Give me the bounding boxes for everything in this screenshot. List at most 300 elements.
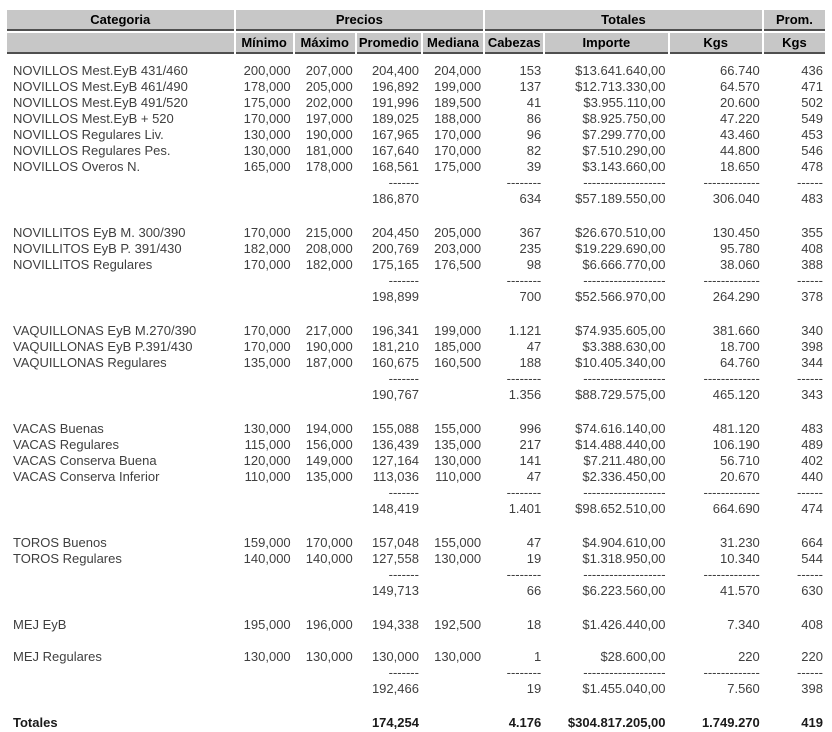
cabezas-cell: 47 (526, 340, 542, 354)
categoria-cell (7, 666, 234, 680)
cabezas-cell: 39 (526, 160, 542, 174)
categoria-cell: TOROS Buenos (13, 536, 107, 550)
spacer-row (7, 404, 825, 420)
minimo-cell: 130,000 (243, 144, 291, 158)
subtotal-row (7, 502, 825, 516)
promedio-cell: 196,892 (371, 80, 419, 94)
maximo-cell: 178,000 (305, 160, 353, 174)
cabezas-cell: -------- (506, 666, 542, 680)
maximo-cell (295, 176, 355, 190)
cabezas-cell: 217 (519, 438, 542, 452)
prom-kgs-cell: 483 (801, 422, 823, 436)
subtotal-row (7, 290, 825, 304)
promedio-cell: 204,450 (371, 226, 419, 240)
prom-kgs-cell: 453 (801, 128, 823, 142)
minimo-cell: 110,000 (244, 470, 291, 484)
cabezas-cell: -------- (506, 274, 542, 288)
minimo-cell (236, 568, 293, 582)
mediana-cell: 130,000 (434, 650, 482, 664)
kgs-cell: 47.220 (720, 112, 760, 126)
header-prom: Prom. (764, 10, 825, 31)
spacer-cell (7, 600, 825, 616)
maximo-cell: 205,000 (305, 80, 353, 94)
maximo-cell (295, 584, 355, 598)
importe-cell: ------------------- (583, 274, 666, 288)
mediana-cell: 170,000 (434, 128, 482, 142)
maximo-cell (295, 290, 355, 304)
maximo-cell (295, 716, 355, 730)
promedio-cell: 191,996 (371, 96, 419, 110)
kgs-cell: ------------- (703, 274, 760, 288)
cabezas-cell: 996 (519, 422, 542, 436)
maximo-cell: 190,000 (305, 128, 353, 142)
mediana-cell: 170,000 (434, 144, 482, 158)
table-row (7, 96, 825, 110)
categoria-cell (7, 584, 234, 598)
prom-kgs-cell: ------ (797, 372, 823, 386)
minimo-cell: 200,000 (243, 64, 291, 78)
categoria-cell (7, 274, 234, 288)
prom-kgs-cell: 402 (801, 454, 823, 468)
maximo-cell: 202,000 (305, 96, 353, 110)
maximo-cell (295, 192, 355, 206)
minimo-cell: 130,000 (243, 422, 291, 436)
importe-cell: $52.566.970,00 (575, 290, 666, 304)
cabezas-cell: 86 (526, 112, 542, 126)
promedio-cell: 157,048 (371, 536, 419, 550)
minimo-cell (236, 486, 293, 500)
promedio-cell: 198,899 (371, 290, 419, 304)
grand-total-row (7, 716, 825, 730)
minimo-cell: 130,000 (243, 650, 291, 664)
spacer-row (7, 600, 825, 616)
subtotal-row (7, 388, 825, 402)
minimo-cell (236, 290, 293, 304)
importe-cell: $7.299.770,00 (582, 128, 666, 142)
cabezas-cell: 153 (519, 64, 542, 78)
minimo-cell (236, 584, 293, 598)
kgs-cell: 7.560 (727, 682, 760, 696)
kgs-cell: 20.600 (720, 96, 760, 110)
spacer-cell (7, 56, 825, 62)
importe-cell: $8.925.750,00 (582, 112, 666, 126)
importe-cell: $304.817.205,00 (567, 716, 666, 730)
maximo-cell: 217,000 (305, 324, 353, 338)
minimo-cell: 135,000 (243, 356, 291, 370)
maximo-cell (295, 666, 355, 680)
kgs-cell: 64.570 (720, 80, 760, 94)
categoria-cell: NOVILLITOS EyB P. 391/430 (13, 242, 182, 256)
maximo-cell: 208,000 (305, 242, 353, 256)
mediana-cell (423, 584, 483, 598)
kgs-cell: 38.060 (720, 258, 760, 272)
table-row (7, 618, 825, 632)
maximo-cell: 197,000 (305, 112, 353, 126)
table-row (7, 536, 825, 550)
minimo-cell: 165,000 (243, 160, 291, 174)
importe-cell: $19.229.690,00 (575, 242, 666, 256)
promedio-cell: 149,713 (371, 584, 419, 598)
promedio-cell: 186,870 (371, 192, 419, 206)
cabezas-cell: 98 (526, 258, 542, 272)
categoria-cell: NOVILLOS Regulares Pes. (13, 144, 171, 158)
mediana-cell: 155,000 (434, 422, 482, 436)
cabezas-cell: 82 (526, 144, 542, 158)
importe-cell: ------------------- (583, 176, 666, 190)
kgs-cell: 44.800 (720, 144, 760, 158)
minimo-cell: 115,000 (244, 438, 291, 452)
prom-kgs-cell: 355 (801, 226, 823, 240)
spacer-cell (7, 306, 825, 322)
dash-row (7, 372, 825, 386)
prom-kgs-cell: 388 (801, 258, 823, 272)
mediana-cell: 110,000 (435, 470, 482, 484)
minimo-cell: 182,000 (243, 242, 291, 256)
categoria-cell: NOVILLOS Mest.EyB + 520 (13, 112, 174, 126)
header-totales: Totales (485, 10, 762, 31)
header-cabezas: Cabezas (485, 33, 543, 54)
promedio-cell: 189,025 (371, 112, 419, 126)
importe-cell: ------------------- (583, 568, 666, 582)
dash-row (7, 568, 825, 582)
importe-cell: $74.935.605,00 (575, 324, 666, 338)
maximo-cell: 215,000 (305, 226, 353, 240)
kgs-cell: 18.650 (720, 160, 760, 174)
prom-kgs-cell: 471 (801, 80, 823, 94)
table-row (7, 340, 825, 354)
importe-cell: ------------------- (583, 666, 666, 680)
importe-cell: $1.318.950,00 (582, 552, 666, 566)
promedio-cell: 168,561 (371, 160, 419, 174)
minimo-cell: 170,000 (243, 324, 291, 338)
cabezas-cell: 47 (526, 470, 542, 484)
spacer-cell (7, 404, 825, 420)
maximo-cell: 130,000 (305, 650, 353, 664)
mediana-cell: 204,000 (434, 64, 482, 78)
categoria-cell: NOVILLOS Mest.EyB 491/520 (13, 96, 188, 110)
kgs-cell: 43.460 (720, 128, 760, 142)
spacer-row (7, 634, 825, 648)
importe-cell: $6.666.770,00 (582, 258, 666, 272)
cabezas-cell: 47 (526, 536, 542, 550)
table-row (7, 80, 825, 94)
mediana-cell (423, 716, 483, 730)
dash-row (7, 274, 825, 288)
mediana-cell: 192,500 (434, 618, 482, 632)
mediana-cell: 130,000 (434, 454, 482, 468)
mediana-cell: 176,500 (434, 258, 482, 272)
minimo-cell: 170,000 (243, 258, 291, 272)
maximo-cell (295, 274, 355, 288)
promedio-cell: 127,164 (371, 454, 419, 468)
kgs-cell: 7.340 (727, 618, 760, 632)
categoria-cell (7, 290, 234, 304)
minimo-cell: 130,000 (243, 128, 291, 142)
table-row (7, 324, 825, 338)
kgs-cell: 264.290 (712, 290, 760, 304)
table-row (7, 64, 825, 78)
header-precios: Precios (236, 10, 484, 31)
mediana-cell (423, 372, 483, 386)
kgs-cell: 220 (738, 650, 760, 664)
cabezas-cell: 18 (526, 618, 542, 632)
categoria-cell: VACAS Conserva Inferior (13, 470, 160, 484)
cabezas-cell: 1.121 (508, 324, 542, 338)
spacer-cell (7, 208, 825, 224)
subtotal-row (7, 192, 825, 206)
minimo-cell: 170,000 (243, 112, 291, 126)
promedio-cell: 196,341 (371, 324, 419, 338)
promedio-cell: ------- (388, 666, 419, 680)
categoria-cell (7, 502, 234, 516)
prom-kgs-cell: 546 (801, 144, 823, 158)
header-categoria: Categoria (7, 10, 234, 31)
kgs-cell: 130.450 (712, 226, 760, 240)
maximo-cell: 156,000 (305, 438, 353, 452)
categoria-cell: NOVILLITOS EyB M. 300/390 (13, 226, 186, 240)
mediana-cell (423, 502, 483, 516)
cabezas-cell: 66 (526, 584, 542, 598)
promedio-cell: 167,640 (371, 144, 419, 158)
maximo-cell (295, 682, 355, 696)
mediana-cell: 130,000 (434, 552, 482, 566)
cabezas-cell: 1.356 (508, 388, 542, 402)
cabezas-cell: 188 (519, 356, 542, 370)
categoria-cell: VACAS Regulares (13, 438, 119, 452)
prom-kgs-cell: 474 (801, 502, 823, 516)
minimo-cell: 178,000 (243, 80, 291, 94)
cabezas-cell: -------- (506, 176, 542, 190)
importe-cell: $1.455.040,00 (582, 682, 666, 696)
minimo-cell (236, 274, 293, 288)
promedio-cell: 174,254 (371, 716, 419, 730)
kgs-cell: 481.120 (712, 422, 760, 436)
maximo-cell: 140,000 (305, 552, 353, 566)
categoria-cell: VACAS Conserva Buena (13, 454, 157, 468)
kgs-cell: 18.700 (720, 340, 760, 354)
cabezas-cell: 235 (519, 242, 542, 256)
minimo-cell: 140,000 (243, 552, 291, 566)
categoria-cell: NOVILLOS Regulares Liv. (13, 128, 164, 142)
kgs-cell: 66.740 (720, 64, 760, 78)
table-row (7, 552, 825, 566)
minimo-cell: 170,000 (243, 340, 291, 354)
maximo-cell: 181,000 (305, 144, 353, 158)
maximo-cell: 190,000 (305, 340, 353, 354)
dash-row (7, 666, 825, 680)
mediana-cell: 160,500 (434, 356, 482, 370)
importe-cell: $7.510.290,00 (582, 144, 666, 158)
subtotal-row (7, 584, 825, 598)
minimo-cell (236, 372, 293, 386)
importe-cell: ------------------- (583, 372, 666, 386)
prom-kgs-cell: ------ (797, 486, 823, 500)
kgs-cell: ------------- (703, 486, 760, 500)
mediana-cell: 203,000 (434, 242, 482, 256)
subtotal-row (7, 682, 825, 696)
prom-kgs-cell: 378 (801, 290, 823, 304)
mediana-cell (423, 666, 483, 680)
header-importe: Importe (545, 33, 667, 54)
importe-cell: $4.904.610,00 (582, 536, 666, 550)
minimo-cell (236, 388, 293, 402)
cabezas-cell: 41 (526, 96, 542, 110)
minimo-cell: 175,000 (243, 96, 291, 110)
promedio-cell: ------- (388, 486, 419, 500)
importe-cell: $3.388.630,00 (582, 340, 666, 354)
categoria-cell: VAQUILLONAS Regulares (13, 356, 167, 370)
importe-cell: $12.713.330,00 (575, 80, 666, 94)
prom-kgs-cell: 664 (801, 536, 823, 550)
mediana-cell (423, 486, 483, 500)
cabezas-cell: 137 (519, 80, 542, 94)
table-row (7, 454, 825, 468)
promedio-cell: 175,165 (371, 258, 419, 272)
importe-cell: $2.336.450,00 (582, 470, 666, 484)
prom-kgs-cell: 436 (801, 64, 823, 78)
cabezas-cell: 19 (526, 552, 542, 566)
kgs-cell: ------------- (703, 372, 760, 386)
kgs-cell: ------------- (703, 176, 760, 190)
price-table (5, 8, 827, 732)
cabezas-cell: 141 (519, 454, 542, 468)
prom-kgs-cell: 419 (801, 716, 823, 730)
importe-cell: $88.729.575,00 (575, 388, 666, 402)
maximo-cell: 135,000 (305, 470, 353, 484)
table-row (7, 356, 825, 370)
cabezas-cell: -------- (506, 372, 542, 386)
promedio-cell: 167,965 (371, 128, 419, 142)
prom-kgs-cell: 408 (801, 618, 823, 632)
categoria-cell: VACAS Buenas (13, 422, 104, 436)
categoria-cell: VAQUILLONAS EyB P.391/430 (13, 340, 193, 354)
minimo-cell (236, 502, 293, 516)
cabezas-cell: 367 (519, 226, 542, 240)
prom-kgs-cell: 220 (801, 650, 823, 664)
categoria-cell (7, 192, 234, 206)
mediana-cell (423, 192, 483, 206)
table-row (7, 650, 825, 664)
prom-kgs-cell: ------ (797, 274, 823, 288)
maximo-cell (295, 486, 355, 500)
mediana-cell: 185,000 (434, 340, 482, 354)
table-row (7, 128, 825, 142)
header-categoria-blank (7, 33, 234, 54)
promedio-cell: 200,769 (371, 242, 419, 256)
categoria-cell: MEJ EyB (13, 618, 67, 632)
mediana-cell: 199,000 (434, 80, 482, 94)
prom-kgs-cell: 483 (801, 192, 823, 206)
spacer-cell (7, 518, 825, 534)
table-row (7, 422, 825, 436)
cabezas-cell: 4.176 (508, 716, 542, 730)
mediana-cell (423, 176, 483, 190)
header-prom-kgs: Kgs (764, 33, 825, 54)
mediana-cell (423, 274, 483, 288)
promedio-cell: 155,088 (371, 422, 419, 436)
minimo-cell (236, 716, 293, 730)
importe-cell: $6.223.560,00 (582, 584, 666, 598)
mediana-cell: 189,500 (434, 96, 482, 110)
promedio-cell: 192,466 (371, 682, 419, 696)
cabezas-cell: -------- (506, 568, 542, 582)
categoria-cell: Totales (13, 716, 58, 730)
header-group-row (7, 10, 825, 31)
prom-kgs-cell: 344 (801, 356, 823, 370)
prom-kgs-cell: ------ (797, 568, 823, 582)
importe-cell: $14.488.440,00 (575, 438, 666, 452)
minimo-cell: 120,000 (243, 454, 291, 468)
table-row (7, 144, 825, 158)
cabezas-cell: 19 (526, 682, 542, 696)
cabezas-cell: -------- (506, 486, 542, 500)
promedio-cell: ------- (388, 176, 419, 190)
table-header (7, 10, 825, 54)
prom-kgs-cell: 408 (801, 242, 823, 256)
spacer-row (7, 518, 825, 534)
categoria-cell: VAQUILLONAS EyB M.270/390 (13, 324, 197, 338)
promedio-cell: ------- (388, 372, 419, 386)
table-row (7, 226, 825, 240)
cabezas-cell: 96 (526, 128, 542, 142)
table-row (7, 242, 825, 256)
categoria-cell: NOVILLOS Mest.EyB 431/460 (13, 64, 188, 78)
kgs-cell: ------------- (703, 568, 760, 582)
prom-kgs-cell: 549 (801, 112, 823, 126)
categoria-cell (7, 486, 234, 500)
minimo-cell (236, 666, 293, 680)
categoria-cell (7, 568, 234, 582)
cabezas-cell: 1 (534, 650, 542, 664)
importe-cell: $28.600,00 (600, 650, 666, 664)
table-row (7, 112, 825, 126)
prom-kgs-cell: 630 (801, 584, 823, 598)
prom-kgs-cell: 340 (801, 324, 823, 338)
header-sub-row (7, 33, 825, 54)
spacer-row (7, 698, 825, 714)
kgs-cell: 95.780 (720, 242, 760, 256)
importe-cell: $13.641.640,00 (575, 64, 666, 78)
table-row (7, 160, 825, 174)
header-maximo: Máximo (295, 33, 355, 54)
importe-cell: $98.652.510,00 (575, 502, 666, 516)
prom-kgs-cell: 440 (801, 470, 823, 484)
prom-kgs-cell: 398 (801, 682, 823, 696)
prom-kgs-cell: ------ (797, 176, 823, 190)
kgs-cell: 10.340 (720, 552, 760, 566)
importe-cell: $3.143.660,00 (582, 160, 666, 174)
kgs-cell: 41.570 (720, 584, 760, 598)
table-row (7, 258, 825, 272)
mediana-cell: 135,000 (434, 438, 482, 452)
spacer-row (7, 56, 825, 62)
maximo-cell (295, 388, 355, 402)
importe-cell: ------------------- (583, 486, 666, 500)
table-body (7, 56, 825, 730)
prom-kgs-cell: 343 (801, 388, 823, 402)
promedio-cell: 181,210 (371, 340, 419, 354)
categoria-cell: NOVILLOS Mest.EyB 461/490 (13, 80, 188, 94)
maximo-cell (295, 568, 355, 582)
kgs-cell: 64.760 (720, 356, 760, 370)
spacer-cell (7, 698, 825, 714)
minimo-cell: 195,000 (243, 618, 291, 632)
header-kgs: Kgs (670, 33, 762, 54)
minimo-cell (236, 682, 293, 696)
maximo-cell: 170,000 (305, 536, 353, 550)
kgs-cell: 381.660 (712, 324, 760, 338)
maximo-cell: 182,000 (305, 258, 353, 272)
